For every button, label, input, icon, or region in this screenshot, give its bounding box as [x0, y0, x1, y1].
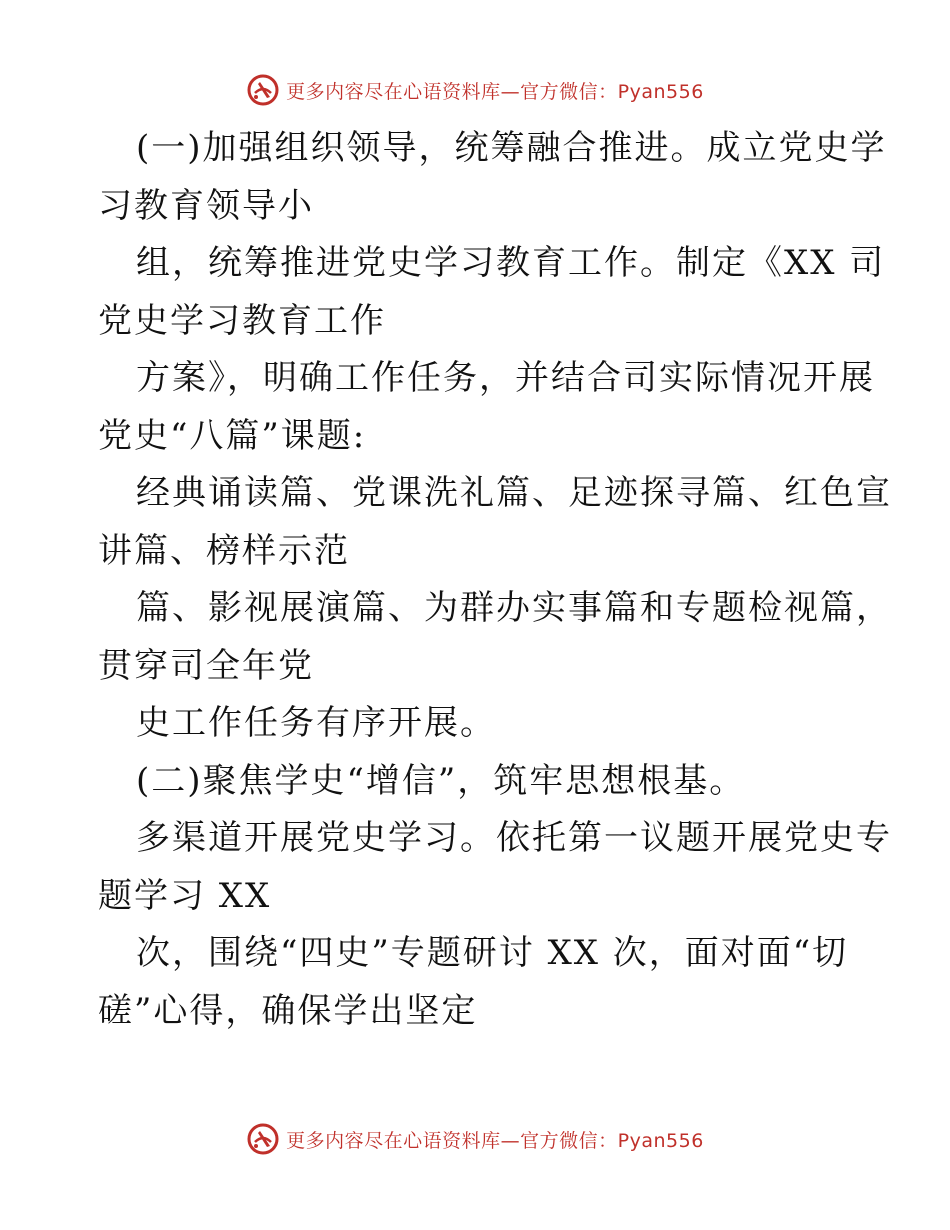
book-pen-logo-icon — [246, 73, 280, 107]
document-line: 组，统筹推进党史学习教育工作。制定《XX 司 — [136, 243, 886, 283]
document-line: 方案》，明确工作任务，并结合司实际情况开展 — [136, 358, 875, 398]
header-banner — [0, 70, 950, 110]
header-banner-text: 更多内容尽在心语资料库—官方微信：Pyan556 — [286, 80, 704, 103]
document-line: (二)聚焦学史“增信”，筑牢思想根基。 — [136, 760, 746, 801]
book-pen-logo-icon — [246, 1122, 280, 1156]
document-line: 党史“八篇”课题: — [98, 415, 367, 456]
document-body — [98, 120, 892, 1040]
footer-banner-text: 更多内容尽在心语资料库—官方微信：Pyan556 — [286, 1129, 704, 1152]
document-line: 经典诵读篇、党课洗礼篇、足迹探寻篇、红色宣 — [136, 473, 892, 513]
document-line: 史工作任务有序开展。 — [136, 703, 496, 743]
document-line: 磋”心得，确保学出坚定 — [98, 990, 478, 1031]
document-line: 党史学习教育工作 — [98, 300, 386, 341]
document-line: 讲篇、榜样示范 — [98, 530, 350, 571]
document-line: (一)加强组织领导，统筹融合推进。成立党史学 — [136, 128, 887, 168]
document-line: 篇、影视展演篇、为群办实事篇和专题检视篇， — [136, 588, 892, 628]
document-line: 贯穿司全年党 — [98, 645, 314, 686]
document-line: 次，围绕“四史”专题研讨 XX 次，面对面“切 — [136, 933, 849, 973]
document-line: 多渠道开展党史学习。依托第一议题开展党史专 — [136, 818, 892, 858]
footer-banner — [0, 1119, 950, 1159]
document-line: 习教育领导小 — [98, 185, 314, 226]
document-line: 题学习 XX — [98, 875, 272, 916]
